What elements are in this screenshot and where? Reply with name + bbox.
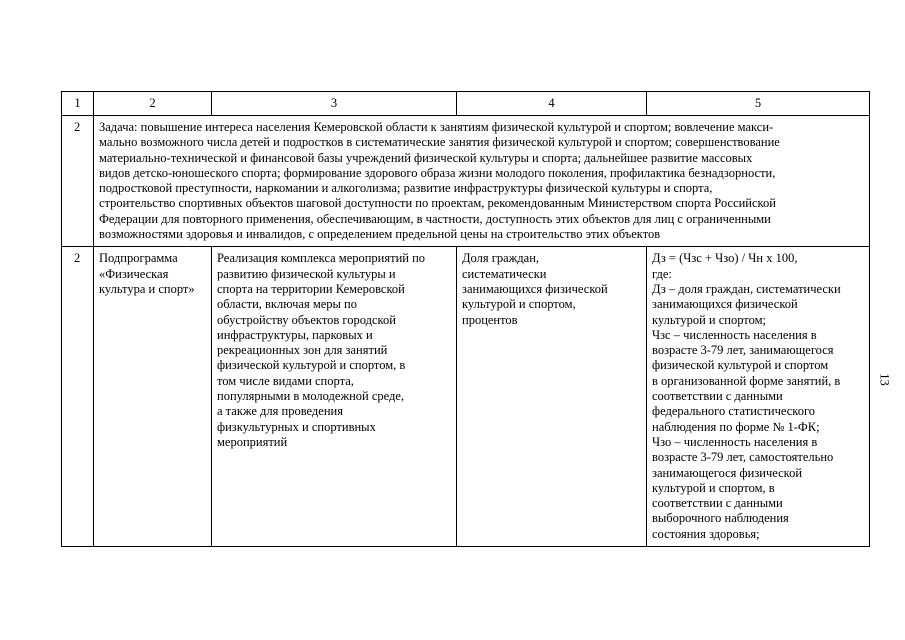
table-row (62, 247, 870, 547)
table-header-row (62, 92, 870, 116)
row-number: 2 (62, 247, 94, 547)
header-col-5: 5 (647, 92, 870, 116)
header-col-4: 4 (457, 92, 647, 116)
header-col-3: 3 (212, 92, 457, 116)
indicator-cell: Доля граждан, систематически занимающихся физической культурой и спортом, процентов (457, 247, 647, 547)
task-row (62, 116, 870, 247)
activity-cell: Реализация комплекса мероприятий по развитию физической культуры и спорта на территории Кемеровской области, включая меры по обустройству объектов городской инфраструктуры, парковых и рекреационных зон для занятий физической культурой и спортом, в том числе видами спорта, популярными в молодежной среде, а также для проведения физкультурных и спортивных мероприятий (212, 247, 457, 547)
task-row-number: 2 (62, 116, 94, 247)
header-col-2: 2 (94, 92, 212, 116)
page-number: 13 (877, 373, 892, 386)
program-table (61, 91, 870, 547)
subprogram-cell: Подпрограмма «Физическая культура и спорт» (94, 247, 212, 547)
task-description: Задача: повышение интереса населения Кемеровской области к занятиям физической культурой и спортом; вовлечение макси- мально возможного числа детей и подростков в систематические занятия физической культурой и спортом; совершенствование материально-технической и финансовой базы учреждений физической культуры и спорта; дальнейшее развитие массовых видов детско-юношеского спорта; формирование здорового образа жизни молодого поколения, профилактика безнадзорности, подростковой преступности, наркомании и алкоголизма; развитие инфраструктуры физической культуры и спорта, строительство спортивных объектов шаговой доступности по проектам, рекомендованным Министерством спорта Российской Федерации для повторного применения, обеспечивающим, в частности, доступность этих объектов для лиц с ограниченными возможностями здоровья и инвалидов, с определением предельной цены на строительство этих объектов (94, 116, 870, 247)
formula-cell: Дз = (Чзс + Чзо) / Чн x 100, где: Дз – доля граждан, систематически занимающихся физической культурой и спортом; Чзс – численность населения в возрасте 3-79 лет, занимающегося физической культурой и спортом в организованной форме занятий, в соответствии с данными федерального статистического наблюдения по форме № 1-ФК; Чзо – численность населения в возрасте 3-79 лет, самостоятельно занимающегося физической культурой и спортом, в соответствии с данными выборочного наблюдения состояния здоровья; (647, 247, 870, 547)
header-col-1: 1 (62, 92, 94, 116)
